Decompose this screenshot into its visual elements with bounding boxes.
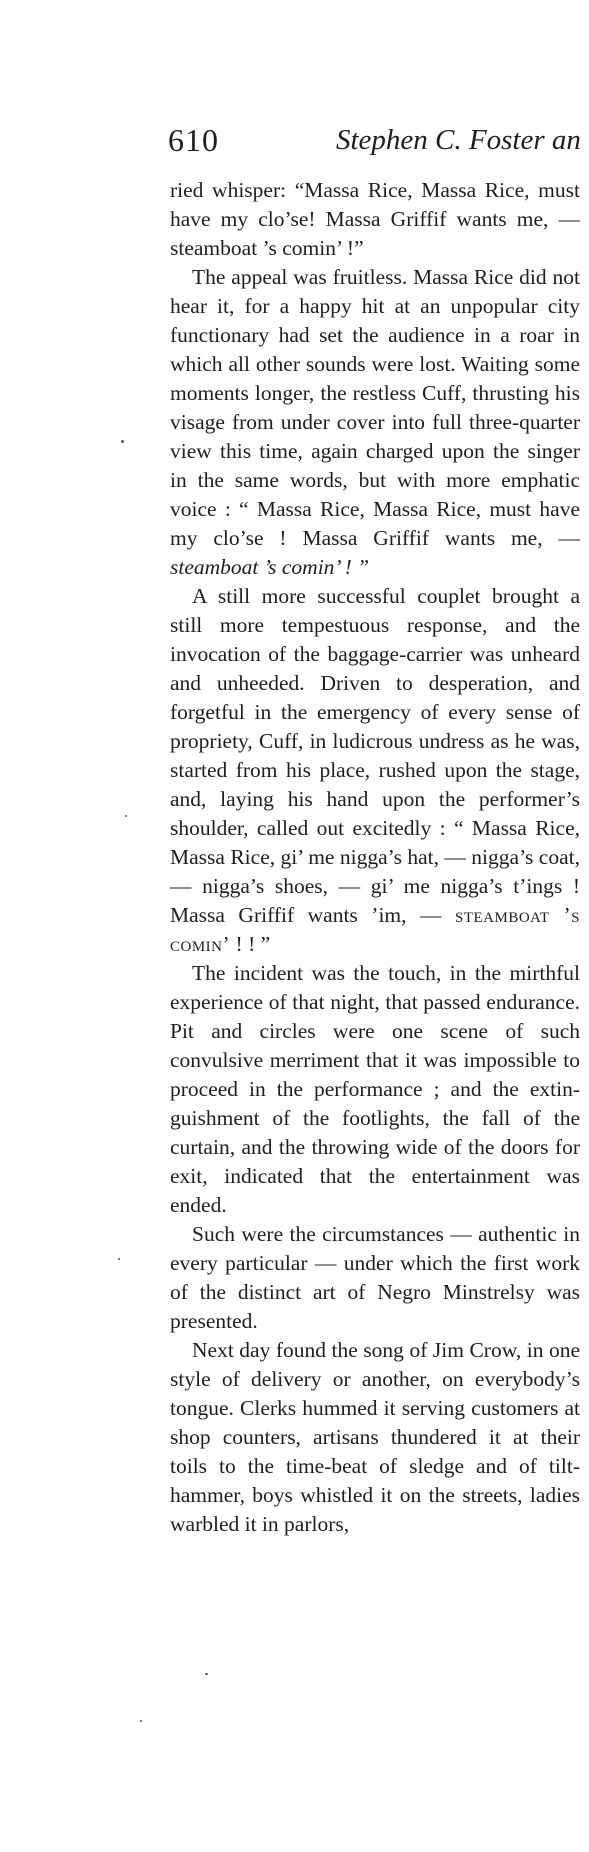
- paragraph-text: The incident was the touch, in the mirthful experience of that night, that passed endurance. Pit and circles were one scene of such convulsive merriment that it was impossible to proceed in the performance ; and the extinguishment of the footlights, the fall of the curtain, and the throwing wide of the doors for exit, indicated that the entertainment was ended.: [170, 961, 580, 1217]
- scan-speck: [205, 1673, 208, 1675]
- body-text: [170, 176, 580, 1539]
- paragraph-p1: [170, 176, 580, 263]
- paragraph-text: steamboat ’s comin’: [170, 903, 580, 956]
- paragraph-p6: [170, 1336, 580, 1539]
- scan-speck: [125, 815, 127, 817]
- scan-speck: [121, 440, 124, 443]
- scan-speck: [140, 1720, 142, 1722]
- paragraph-text: ! ! ”: [230, 932, 271, 956]
- page-number: 610: [168, 122, 219, 158]
- paragraph-text: A still more successful couplet brought a still more tempestuous response, and the invocation of the baggage-carrier was unheard and unheeded. Driven to desperation, and forgetful in the emergency of every sense of propriety, Cuff, in ludicrous undress as he was, started from his place, rushed upon the stage, and, laying his hand upon the performer’s shoulder, called out excitedly : “ Massa Rice, Massa Rice, gi’ me nigga’s hat, — nigga’s coat, — nigga’s shoes, — gi’ me nigga’s t’ings ! Massa Griffif wants ’im, —: [170, 584, 580, 927]
- paragraph-text: The appeal was fruitless. Massa Rice did not hear it, for a happy hit at an unpopular city functionary had set the audience in a roar in which all other sounds were lost. Waiting some moments longer, the restless Cuff, thrusting his visage from under cover into full three-quarter view this time, again charged upon the singer in the same words, but with more emphatic voice : “ Massa Rice, Massa Rice, must have my clo’se ! Massa Griffif wants me, —: [170, 265, 580, 550]
- running-title: Stephen C. Foster an: [336, 124, 581, 156]
- paragraph-text: Such were the circumstances — authentic in every particular — under which the first work of the distinct art of Negro Minstrelsy was presented.: [170, 1222, 580, 1333]
- page-header: [168, 120, 589, 160]
- paragraph-p4: [170, 959, 580, 1220]
- paragraph-p2: [170, 263, 580, 582]
- paragraph-text: steamboat ’s comin’ ! ”: [170, 555, 370, 579]
- paragraph-p3: [170, 582, 580, 959]
- paragraph-p5: [170, 1220, 580, 1336]
- paragraph-text: ried whisper: “Massa Rice, Massa Rice, must have my clo’se! Massa Griffif wants me, — steamboat ’s comin’ !”: [170, 178, 580, 260]
- paragraph-text: Next day found the song of Jim Crow, in one style of delivery or another, on everybody’s tongue. Clerks hummed it serving customers at shop counters, artisans thundered it at their toils to the time-beat of sledge and of tilt-hammer, boys whistled it on the streets, ladies warbled it in parlors,: [170, 1338, 580, 1536]
- scan-speck: [118, 1258, 120, 1260]
